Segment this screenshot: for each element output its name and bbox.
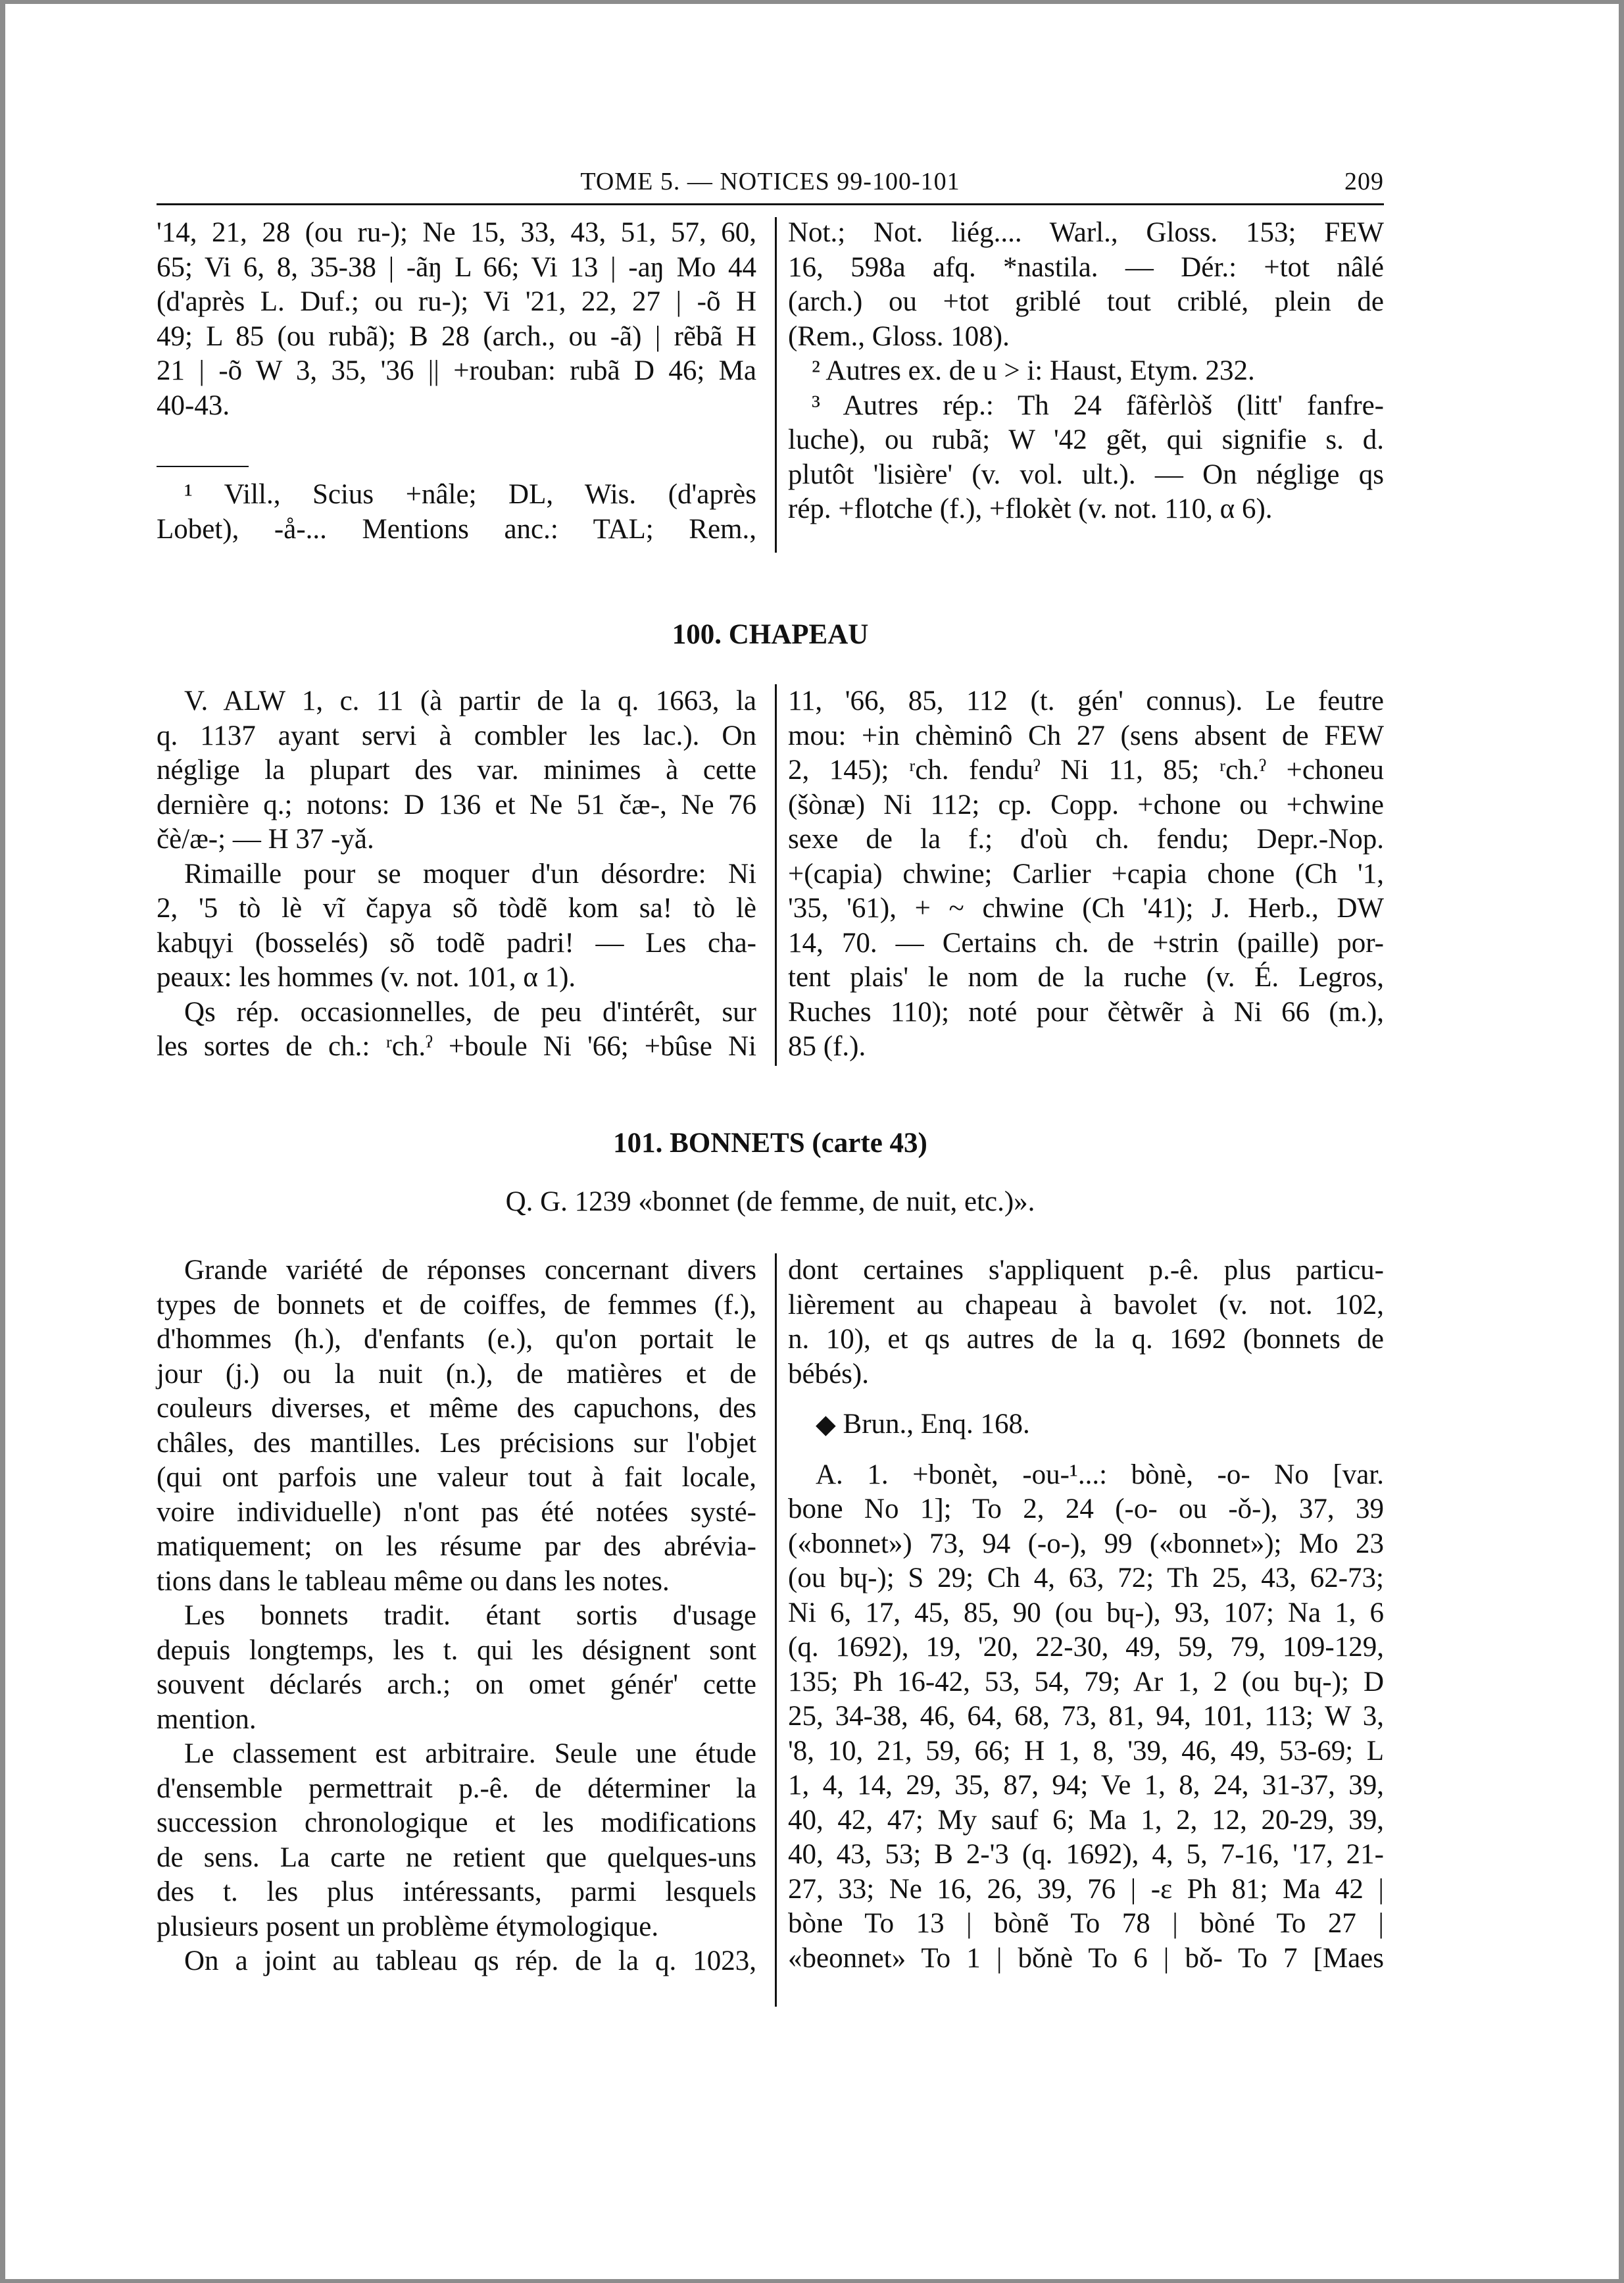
text-line: V. ALW 1, c. 11 (à partir de la q. 1663, la — [184, 686, 756, 716]
text-line: châles, des mantilles. Les précisions sur l'objet — [157, 1427, 756, 1459]
text-line: («bonnet») 73, 94 (-o-), 99 («bonnet»); Mo 23 — [788, 1528, 1384, 1559]
text-line: des t. les plus intéressants, parmi lesquels — [157, 1876, 756, 1907]
text-line: +(capia) chwine; Carlier +capia chone (Ch '1, — [788, 858, 1384, 890]
text-line: 11, '66, 85, 112 (t. gén' connus). Le feutre — [788, 686, 1384, 716]
footnote-line: plutôt 'lisière' (v. vol. ult.). — On néglige qs — [788, 459, 1384, 490]
text-line: couleurs diverses, et même des capuchons, des — [157, 1393, 756, 1424]
running-head-title: TOME 5. — NOTICES 99-100-101 — [580, 168, 960, 195]
text-line: peaux: les hommes (v. not. 101, α 1). — [157, 962, 576, 993]
text-line: depuis longtemps, les t. qui les désignent sont — [157, 1634, 756, 1666]
text-line: d'hommes (h.), d'enfants (e.), qu'on portait le — [157, 1324, 756, 1355]
text-line: néglige la plupart des var. minimes à cette — [157, 755, 756, 786]
text-line: '35, '61), + ~ chwine (Ch '41); J. Herb., DW — [788, 893, 1384, 924]
text-line: types de bonnets et de coiffes, de femmes (f.), — [157, 1289, 756, 1320]
text-line: kabɥyi (bosselés) sõ todẽ padri! — Les cha- — [157, 927, 756, 959]
text-line: (ou bɥ-); S 29; Ch 4, 63, 72; Th 25, 43, 62-73; — [788, 1563, 1384, 1593]
footnote-line: ² Autres ex. de u > i: Haust, Etym. 232. — [812, 355, 1255, 386]
text-line: matiquement; on les résume par des abrévia- — [157, 1531, 756, 1562]
section-100-left-column — [157, 684, 756, 1065]
text-line: Rimaille pour se moquer d'un désordre: Ni — [184, 858, 756, 890]
text-line: mou: +in chèminô Ch 27 (sens absent de FEW — [788, 720, 1384, 751]
text-line: bone No 1]; To 2, 24 (-o- ou -ǒ-), 37, 39 — [788, 1493, 1384, 1524]
text-line: bòne To 13 | bònẽ To 78 | bòné To 27 | — [788, 1908, 1384, 1939]
footnote-rule — [157, 466, 249, 467]
text-line: 135; Ph 16-42, 53, 54, 79; Ar 1, 2 (ou bɥ-); D — [788, 1666, 1384, 1697]
text-line: 14, 70. — Certains ch. de +strin (paille) por- — [788, 927, 1384, 959]
text-line: dernière q.; notons: D 136 et Ne 51 čæ-, Ne 76 — [157, 789, 756, 820]
text-line: A. 1. +bonèt, -ou-¹...: bònè, -o- No [var. — [816, 1459, 1384, 1490]
text-line: succession chronologique et les modifications — [157, 1807, 756, 1838]
text-line: d'ensemble permettrait p.-ê. de déterminer la — [157, 1772, 756, 1804]
notice-99-footnote — [157, 478, 756, 547]
text-line: čè/æ-; — H 37 -yǎ. — [157, 824, 374, 855]
text-line: voire individuelle) n'ont pas été notées systé- — [157, 1496, 756, 1528]
text-line: Le classement est arbitraire. Seule une étude — [184, 1738, 756, 1769]
text-line: (arch.) ou +tot griblé tout criblé, plein de — [788, 286, 1384, 317]
notice-99-left-column — [157, 216, 756, 423]
running-head — [157, 164, 1384, 204]
text-line: 25, 34-38, 46, 64, 68, 73, 81, 94, 101, 113; W 3, — [788, 1701, 1384, 1732]
section-100-right-column — [788, 684, 1384, 1065]
text-line: jour (j.) ou la nuit (n.), de matières et de — [157, 1358, 756, 1390]
text-line: dont certaines s'appliquent p.-ê. plus particu- — [788, 1255, 1384, 1286]
text-line: (q. 1692), 19, '20, 22-30, 49, 59, 79, 109-129, — [788, 1632, 1384, 1663]
text-line: de sens. La carte ne retient que quelques-uns — [157, 1842, 756, 1873]
text-line: 16, 598a afq. *nastila. — Dér.: +tot nâlé — [788, 251, 1384, 283]
text-line: bébés). — [788, 1358, 869, 1390]
brun-reference-text: Brun., Enq. 168. — [843, 1409, 1030, 1440]
text-line: tent plais' le nom de la ruche (v. É. Legros, — [788, 962, 1384, 993]
text-line: n. 10), et qs autres de la q. 1692 (bonnets de — [788, 1324, 1384, 1355]
bibliography-reference — [788, 1407, 1384, 1442]
text-line: On a joint au tableau qs rép. de la q. 1023, — [184, 1945, 756, 1976]
footnote-line: luche), ou rubã; W '42 gẽt, qui signifie s. d. — [788, 424, 1384, 455]
text-line: 40, 42, 47; My sauf 6; Ma 1, 2, 12, 20-29, 39, — [788, 1804, 1384, 1836]
text-line: souvent déclarés arch.; on omet génér' cette — [157, 1669, 756, 1700]
text-line: les sortes de ch.: ʳch.ˀ +boule Ni '66; +bûse Ni — [157, 1031, 756, 1062]
text-line: 85 (f.). — [788, 1031, 866, 1062]
section-101-subtitle: Q. G. 1239 «bonnet (de femme, de nuit, etc.)». — [505, 1186, 1035, 1217]
text-line: 21 | -õ W 3, 35, '36 || +rouban: rubã D 46; Ma — [157, 355, 756, 386]
text-line: Grande variété de réponses concernant divers — [184, 1255, 756, 1286]
text-line: 49; L 85 (ou rubã); B 28 (arch., ou -ã) | rẽbã H — [157, 320, 756, 352]
text-line: Les bonnets tradit. étant sortis d'usage — [184, 1600, 756, 1631]
text-line: Ruches 110); noté pour čètwẽr à Ni 66 (m.), — [788, 996, 1384, 1028]
column-divider — [775, 684, 777, 1066]
text-line: 2, '5 tò lè vĩ čapya sõ tòdẽ kom sa! tò lè — [157, 893, 756, 924]
text-line: 40, 43, 53; B 2-'3 (q. 1692), 4, 5, 7-16, '17, 21- — [788, 1839, 1384, 1870]
text-line: 27, 33; Ne 16, 26, 39, 76 | -ɛ Ph 81; Ma 42 | — [788, 1873, 1384, 1905]
text-line: lièrement au chapeau à bavolet (v. not. 102, — [788, 1289, 1384, 1320]
header-rule — [157, 203, 1384, 205]
section-101-right-column — [788, 1253, 1384, 1976]
footnote-line: ³ Autres rép.: Th 24 fãfèrlòš (litt' fanfre- — [812, 389, 1384, 421]
text-line: plusieurs posent un problème étymologique. — [157, 1911, 659, 1942]
footnote-line: rép. +flotche (f.), +flokèt (v. not. 110, α 6). — [788, 493, 1273, 524]
text-line: 2, 145); ʳch. fenduˀ Ni 11, 85; ʳch.ˀ +choneu — [788, 755, 1384, 786]
text-line: Qs rép. occasionnelles, de peu d'intérêt, sur — [184, 996, 756, 1028]
text-line: '14, 21, 28 (ou ru-); Ne 15, 33, 43, 51, 57, 60, — [157, 217, 756, 248]
text-line: '8, 10, 21, 59, 66; H 1, 8, '39, 46, 49, 53-69; L — [788, 1735, 1384, 1767]
notice-99-right-column — [788, 216, 1384, 527]
diamond-bullet-icon: ◆ — [816, 1409, 836, 1439]
text-line: mention. — [157, 1703, 257, 1735]
text-line: (Rem., Gloss. 108). — [788, 320, 1010, 352]
text-line: (qui ont parfois une valeur tout à fait locale, — [157, 1462, 756, 1493]
text-line: q. 1137 ayant servi à combler les lac.). On — [157, 720, 756, 751]
section-100-title: 100. CHAPEAU — [672, 619, 869, 650]
text-line: sexe de la f.; d'où ch. fendu; Depr.-Nop. — [788, 824, 1384, 855]
footnote-line: Lobet), -å-... Mentions anc.: TAL; Rem., — [157, 513, 756, 545]
section-101-title: 101. BONNETS (carte 43) — [613, 1128, 927, 1159]
text-line: 1, 4, 14, 29, 35, 87, 94; Ve 1, 8, 24, 31-37, 39, — [788, 1770, 1384, 1801]
text-line: (šònæ) Ni 112; cp. Copp. +chone ou +chwine — [788, 789, 1384, 820]
text-line: 40-43. — [157, 389, 230, 421]
page-number: 209 — [1344, 168, 1384, 195]
text-line: Not.; Not. liég.... Warl., Gloss. 153; FEW — [788, 217, 1384, 248]
column-divider — [775, 1253, 777, 2007]
text-line: 65; Vi 6, 8, 35-38 | -ãŋ L 66; Vi 13 | -aŋ Mo 44 — [157, 251, 756, 283]
footnote-line: ¹ Vill., Scius +nâle; DL, Wis. (d'après — [184, 479, 756, 510]
text-line: tions dans le tableau même ou dans les notes. — [157, 1565, 670, 1597]
column-divider — [775, 217, 777, 553]
text-line: «beonnet» To 1 | bǒnè To 6 | bǒ- To 7 [Maes — [788, 1942, 1384, 1974]
text-line: Ni 6, 17, 45, 85, 90 (ou bɥ-), 93, 107; Na 1, 6 — [788, 1597, 1384, 1628]
text-line: (d'après L. Duf.; ou ru-); Vi '21, 22, 27 | -õ H — [157, 286, 756, 317]
section-101-left-column — [157, 1253, 756, 1979]
